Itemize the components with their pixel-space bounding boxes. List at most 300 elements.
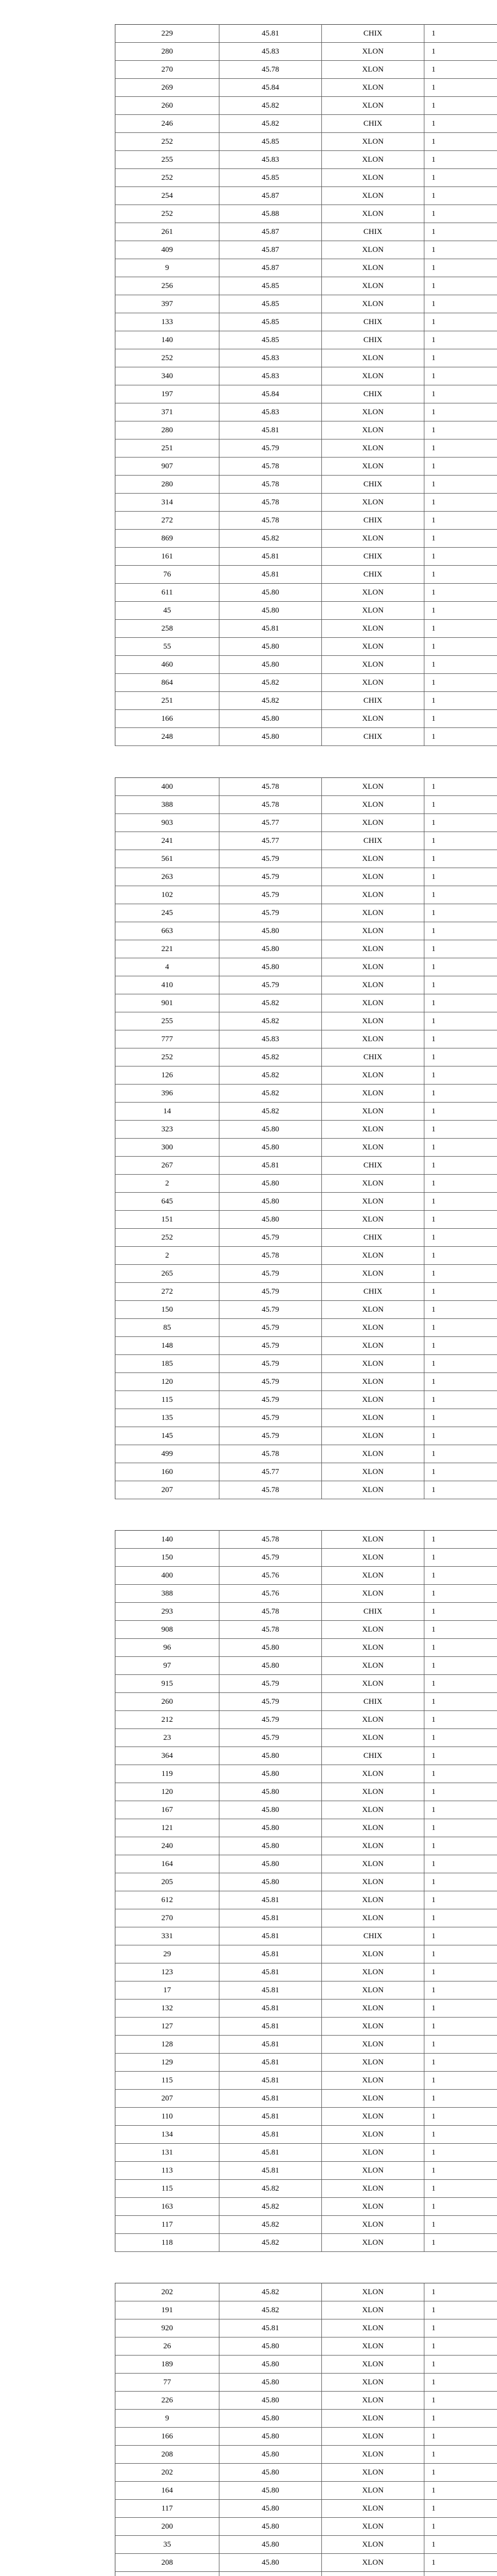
table-row: [115, 1549, 497, 1567]
venue-cell: XLON: [322, 1319, 424, 1337]
extra-cell: 1: [424, 1837, 497, 1855]
volume-cell: 314: [115, 494, 219, 512]
extra-cell: 1: [424, 620, 497, 638]
extra-cell: 1: [424, 331, 497, 349]
table-row: [115, 2500, 497, 2518]
price-cell: 45.82: [219, 994, 322, 1012]
volume-cell: 120: [115, 1373, 219, 1391]
extra-cell: 1: [424, 1801, 497, 1819]
table-row: [115, 602, 497, 620]
price-cell: 45.83: [219, 1030, 322, 1048]
price-cell: 45.79: [219, 1337, 322, 1355]
price-cell: 45.79: [219, 1319, 322, 1337]
price-cell: 45.80: [219, 940, 322, 958]
price-cell: 45.80: [219, 1657, 322, 1675]
venue-cell: XLON: [322, 584, 424, 602]
venue-cell: XLON: [322, 1445, 424, 1463]
extra-cell: 1: [424, 223, 497, 241]
venue-cell: XLON: [322, 1139, 424, 1157]
price-cell: 45.81: [219, 566, 322, 584]
volume-cell: 272: [115, 1283, 219, 1301]
volume-cell: 270: [115, 61, 219, 79]
price-cell: 45.78: [219, 476, 322, 494]
volume-cell: 202: [115, 2464, 219, 2482]
table-row: [115, 1030, 497, 1048]
price-cell: 45.80: [219, 584, 322, 602]
table-row: [115, 1675, 497, 1693]
table-row: [115, 1693, 497, 1711]
volume-cell: 254: [115, 187, 219, 205]
table-row: [115, 940, 497, 958]
table-row: [115, 1819, 497, 1837]
venue-cell: XLON: [322, 638, 424, 656]
volume-cell: 272: [115, 512, 219, 530]
extra-cell: 1: [424, 2234, 497, 2252]
volume-cell: 241: [115, 832, 219, 850]
venue-cell: XLON: [322, 1373, 424, 1391]
table-row: [115, 1283, 497, 1301]
table-row: [115, 2572, 497, 2576]
table-row: [115, 728, 497, 746]
table-row: [115, 1567, 497, 1585]
extra-cell: 1: [424, 2337, 497, 2355]
price-cell: 45.80: [219, 1211, 322, 1229]
table-row: [115, 2428, 497, 2446]
table-row: [115, 1463, 497, 1481]
volume-cell: 410: [115, 976, 219, 994]
table-row: [115, 277, 497, 295]
volume-cell: 77: [115, 2374, 219, 2392]
price-cell: 45.80: [219, 1765, 322, 1783]
table-row: [115, 1265, 497, 1283]
table-row: [115, 1585, 497, 1603]
extra-cell: 1: [424, 1301, 497, 1319]
volume-cell: 280: [115, 43, 219, 61]
extra-cell: 1: [424, 313, 497, 331]
venue-cell: XLON: [322, 2355, 424, 2374]
venue-cell: XLON: [322, 620, 424, 638]
table-row: [115, 2162, 497, 2180]
extra-cell: 1: [424, 904, 497, 922]
volume-cell: 252: [115, 349, 219, 367]
table-row: [115, 2126, 497, 2144]
price-cell: 45.79: [219, 1693, 322, 1711]
price-cell: 45.81: [219, 1999, 322, 2018]
volume-cell: 397: [115, 295, 219, 313]
price-cell: 45.80: [219, 2410, 322, 2428]
price-cell: 45.80: [219, 2554, 322, 2572]
table-row: [115, 1837, 497, 1855]
table-row: [115, 2410, 497, 2428]
price-cell: 45.77: [219, 832, 322, 850]
table-row: [115, 584, 497, 602]
price-cell: 45.78: [219, 512, 322, 530]
venue-cell: XLON: [322, 994, 424, 1012]
table-row: [115, 1175, 497, 1193]
extra-cell: 1: [424, 97, 497, 115]
venue-cell: XLON: [322, 1711, 424, 1729]
price-cell: 45.80: [219, 2428, 322, 2446]
volume-cell: 908: [115, 1621, 219, 1639]
table-row: [115, 494, 497, 512]
volume-cell: 164: [115, 1855, 219, 1873]
volume-cell: 197: [115, 385, 219, 403]
extra-cell: 1: [424, 79, 497, 97]
table-row: [115, 151, 497, 169]
table-row: [115, 1012, 497, 1030]
table-row: [115, 1121, 497, 1139]
venue-cell: XLON: [322, 133, 424, 151]
volume-cell: 119: [115, 1765, 219, 1783]
table-row: [115, 2337, 497, 2355]
extra-cell: 1: [424, 1319, 497, 1337]
volume-cell: 2: [115, 1175, 219, 1193]
extra-cell: 1: [424, 439, 497, 457]
venue-cell: XLON: [322, 1265, 424, 1283]
table-row: [115, 97, 497, 115]
extra-cell: 1: [424, 2144, 497, 2162]
extra-cell: 1: [424, 1603, 497, 1621]
table-row: [115, 385, 497, 403]
volume-cell: 251: [115, 692, 219, 710]
extra-cell: 1: [424, 940, 497, 958]
price-cell: 45.82: [219, 1012, 322, 1030]
venue-cell: CHIX: [322, 331, 424, 349]
extra-cell: 1: [424, 2301, 497, 2319]
extra-cell: 1: [424, 674, 497, 692]
table-row: [115, 476, 497, 494]
volume-cell: 185: [115, 1355, 219, 1373]
venue-cell: XLON: [322, 1873, 424, 1891]
venue-cell: XLON: [322, 349, 424, 367]
price-cell: 45.83: [219, 151, 322, 169]
volume-cell: 14: [115, 1103, 219, 1121]
price-cell: 45.79: [219, 1391, 322, 1409]
table-row: [115, 439, 497, 457]
table-row: [115, 421, 497, 439]
volume-cell: 777: [115, 1030, 219, 1048]
extra-cell: 1: [424, 1747, 497, 1765]
venue-cell: XLON: [322, 2090, 424, 2108]
extra-cell: 1: [424, 778, 497, 796]
venue-cell: XLON: [322, 97, 424, 115]
price-cell: 45.79: [219, 1427, 322, 1445]
extra-cell: 1: [424, 2198, 497, 2216]
price-cell: 45.82: [219, 530, 322, 548]
table-row: [115, 832, 497, 850]
venue-cell: XLON: [322, 1909, 424, 1927]
venue-cell: XLON: [322, 439, 424, 457]
table-row: [115, 1639, 497, 1657]
volume-cell: 269: [115, 79, 219, 97]
volume-cell: 252: [115, 133, 219, 151]
price-cell: 45.78: [219, 494, 322, 512]
price-cell: 45.80: [219, 2392, 322, 2410]
price-cell: 45.84: [219, 385, 322, 403]
price-cell: 45.79: [219, 1373, 322, 1391]
price-cell: 45.79: [219, 904, 322, 922]
price-cell: 45.87: [219, 241, 322, 259]
price-cell: 45.80: [219, 710, 322, 728]
table-row: [115, 2018, 497, 2036]
price-cell: 45.81: [219, 1981, 322, 1999]
volume-cell: 9: [115, 259, 219, 277]
table-row: [115, 1373, 497, 1391]
extra-cell: 1: [424, 638, 497, 656]
venue-cell: XLON: [322, 1427, 424, 1445]
trades-table: [115, 2283, 497, 2576]
table-row: [115, 710, 497, 728]
extra-cell: 1: [424, 476, 497, 494]
extra-cell: 1: [424, 710, 497, 728]
price-cell: 45.80: [219, 2500, 322, 2518]
price-cell: 45.79: [219, 1355, 322, 1373]
volume-cell: 117: [115, 2216, 219, 2234]
volume-cell: 612: [115, 1891, 219, 1909]
venue-cell: XLON: [322, 1247, 424, 1265]
extra-cell: 1: [424, 1355, 497, 1373]
extra-cell: 1: [424, 1657, 497, 1675]
volume-cell: 388: [115, 1585, 219, 1603]
venue-cell: XLON: [322, 457, 424, 476]
venue-cell: XLON: [322, 1621, 424, 1639]
price-cell: 45.79: [219, 868, 322, 886]
volume-cell: 323: [115, 1121, 219, 1139]
price-cell: 45.85: [219, 133, 322, 151]
table-row: [115, 2108, 497, 2126]
table-row: [115, 367, 497, 385]
table-row: [115, 2536, 497, 2554]
extra-cell: 1: [424, 61, 497, 79]
extra-cell: 1: [424, 1084, 497, 1103]
venue-cell: [322, 2572, 424, 2576]
price-cell: 45.80: [219, 2518, 322, 2536]
price-cell: 45.79: [219, 439, 322, 457]
venue-cell: XLON: [322, 796, 424, 814]
venue-cell: XLON: [322, 1355, 424, 1373]
extra-cell: 1: [424, 1531, 497, 1549]
venue-cell: CHIX: [322, 476, 424, 494]
price-cell: 45.82: [219, 1084, 322, 1103]
volume-cell: 240: [115, 1837, 219, 1855]
venue-cell: XLON: [322, 656, 424, 674]
venue-cell: XLON: [322, 1121, 424, 1139]
volume-cell: 207: [115, 1481, 219, 1499]
extra-cell: 1: [424, 1549, 497, 1567]
table-row: [115, 1783, 497, 1801]
price-cell: 45.82: [219, 1066, 322, 1084]
extra-cell: 1: [424, 1139, 497, 1157]
venue-cell: XLON: [322, 1783, 424, 1801]
volume-cell: 663: [115, 922, 219, 940]
extra-cell: 1: [424, 1337, 497, 1355]
extra-cell: 1: [424, 796, 497, 814]
venue-cell: CHIX: [322, 1747, 424, 1765]
venue-cell: XLON: [322, 1103, 424, 1121]
trades-table: [115, 777, 497, 1499]
extra-cell: 1: [424, 1765, 497, 1783]
table-row: [115, 133, 497, 151]
trades-table-block-1: [115, 24, 497, 746]
price-cell: 45.83: [219, 43, 322, 61]
extra-cell: 1: [424, 1927, 497, 1945]
price-cell: 45.79: [219, 1711, 322, 1729]
table-row: [115, 2518, 497, 2536]
extra-cell: 1: [424, 403, 497, 421]
table-row: [115, 1139, 497, 1157]
price-cell: 45.80: [219, 2337, 322, 2355]
price-cell: 45.77: [219, 814, 322, 832]
venue-cell: XLON: [322, 1675, 424, 1693]
extra-cell: 1: [424, 1463, 497, 1481]
table-row: [115, 1711, 497, 1729]
extra-cell: 1: [424, 1445, 497, 1463]
extra-cell: 1: [424, 2054, 497, 2072]
volume-cell: 903: [115, 814, 219, 832]
extra-cell: 1: [424, 2319, 497, 2337]
venue-cell: XLON: [322, 2446, 424, 2464]
table-row: [115, 958, 497, 976]
table-row: [115, 1337, 497, 1355]
venue-cell: XLON: [322, 2036, 424, 2054]
venue-cell: XLON: [322, 1193, 424, 1211]
price-cell: 45.81: [219, 1891, 322, 1909]
venue-cell: XLON: [322, 2162, 424, 2180]
extra-cell: 1: [424, 656, 497, 674]
price-cell: 45.79: [219, 1283, 322, 1301]
table-row: [115, 205, 497, 223]
venue-cell: XLON: [322, 1301, 424, 1319]
venue-cell: XLON: [322, 2108, 424, 2126]
price-cell: 45.80: [219, 2536, 322, 2554]
volume-cell: 29: [115, 1945, 219, 1963]
table-row: [115, 1621, 497, 1639]
venue-cell: XLON: [322, 494, 424, 512]
venue-cell: XLON: [322, 2283, 424, 2301]
price-cell: 45.77: [219, 1463, 322, 1481]
volume-cell: 245: [115, 904, 219, 922]
venue-cell: XLON: [322, 868, 424, 886]
extra-cell: 1: [424, 512, 497, 530]
table-row: [115, 2319, 497, 2337]
price-cell: 45.78: [219, 1531, 322, 1549]
price-cell: 45.80: [219, 1193, 322, 1211]
volume-cell: 409: [115, 241, 219, 259]
price-cell: 45.81: [219, 2054, 322, 2072]
extra-cell: 1: [424, 2446, 497, 2464]
volume-cell: 148: [115, 1337, 219, 1355]
venue-cell: CHIX: [322, 313, 424, 331]
trades-table-block-4: [115, 2283, 497, 2576]
venue-cell: XLON: [322, 1729, 424, 1747]
table-row: [115, 1229, 497, 1247]
table-row: [115, 2301, 497, 2319]
price-cell: 45.81: [219, 1963, 322, 1981]
volume-cell: 256: [115, 277, 219, 295]
venue-cell: XLON: [322, 1945, 424, 1963]
extra-cell: 1: [424, 1121, 497, 1139]
venue-cell: CHIX: [322, 1229, 424, 1247]
volume-cell: 160: [115, 1463, 219, 1481]
price-cell: 45.80: [219, 1747, 322, 1765]
venue-cell: XLON: [322, 2554, 424, 2572]
table-row: [115, 1531, 497, 1549]
extra-cell: 1: [424, 850, 497, 868]
volume-cell: 166: [115, 710, 219, 728]
volume-cell: 261: [115, 223, 219, 241]
table-row: [115, 2036, 497, 2054]
volume-cell: 400: [115, 1567, 219, 1585]
extra-cell: 1: [424, 1711, 497, 1729]
table-row: [115, 1301, 497, 1319]
extra-cell: 1: [424, 1066, 497, 1084]
venue-cell: XLON: [322, 1409, 424, 1427]
volume-cell: 915: [115, 1675, 219, 1693]
table-row: [115, 620, 497, 638]
volume-cell: 200: [115, 2518, 219, 2536]
venue-cell: XLON: [322, 259, 424, 277]
price-cell: 45.80: [219, 2374, 322, 2392]
volume-cell: 248: [115, 728, 219, 746]
extra-cell: 1: [424, 2428, 497, 2446]
volume-cell: 115: [115, 2180, 219, 2198]
venue-cell: XLON: [322, 1639, 424, 1657]
price-cell: 45.81: [219, 2072, 322, 2090]
venue-cell: XLON: [322, 1066, 424, 1084]
volume-cell: 131: [115, 2144, 219, 2162]
price-cell: 45.85: [219, 295, 322, 313]
price-cell: 45.78: [219, 61, 322, 79]
table-row: [115, 1603, 497, 1621]
volume-cell: 115: [115, 1391, 219, 1409]
volume-cell: 293: [115, 1603, 219, 1621]
volume-cell: 252: [115, 205, 219, 223]
extra-cell: 1: [424, 832, 497, 850]
price-cell: 45.80: [219, 1783, 322, 1801]
extra-cell: 1: [424, 868, 497, 886]
volume-cell: 2: [115, 1247, 219, 1265]
price-cell: 45.78: [219, 1621, 322, 1639]
price-cell: 45.84: [219, 79, 322, 97]
extra-cell: 1: [424, 2554, 497, 2572]
price-cell: 45.78: [219, 1603, 322, 1621]
volume-cell: 208: [115, 2554, 219, 2572]
table-row: [115, 1409, 497, 1427]
venue-cell: XLON: [322, 2198, 424, 2216]
volume-cell: 907: [115, 457, 219, 476]
venue-cell: CHIX: [322, 223, 424, 241]
table-row: [115, 169, 497, 187]
price-cell: 45.79: [219, 1409, 322, 1427]
venue-cell: XLON: [322, 61, 424, 79]
volume-cell: 300: [115, 1139, 219, 1157]
table-row: [115, 295, 497, 313]
volume-cell: 267: [115, 1157, 219, 1175]
extra-cell: 1: [424, 1783, 497, 1801]
price-cell: 45.82: [219, 97, 322, 115]
volume-cell: 166: [115, 2428, 219, 2446]
volume-cell: 205: [115, 1873, 219, 1891]
price-cell: 45.87: [219, 223, 322, 241]
volume-cell: 212: [115, 1711, 219, 1729]
volume-cell: 129: [115, 2054, 219, 2072]
price-cell: 45.80: [219, 656, 322, 674]
extra-cell: 1: [424, 1175, 497, 1193]
price-cell: 45.80: [219, 1639, 322, 1657]
extra-cell: 1: [424, 2482, 497, 2500]
extra-cell: 1: [424, 133, 497, 151]
table-row: [115, 1981, 497, 1999]
